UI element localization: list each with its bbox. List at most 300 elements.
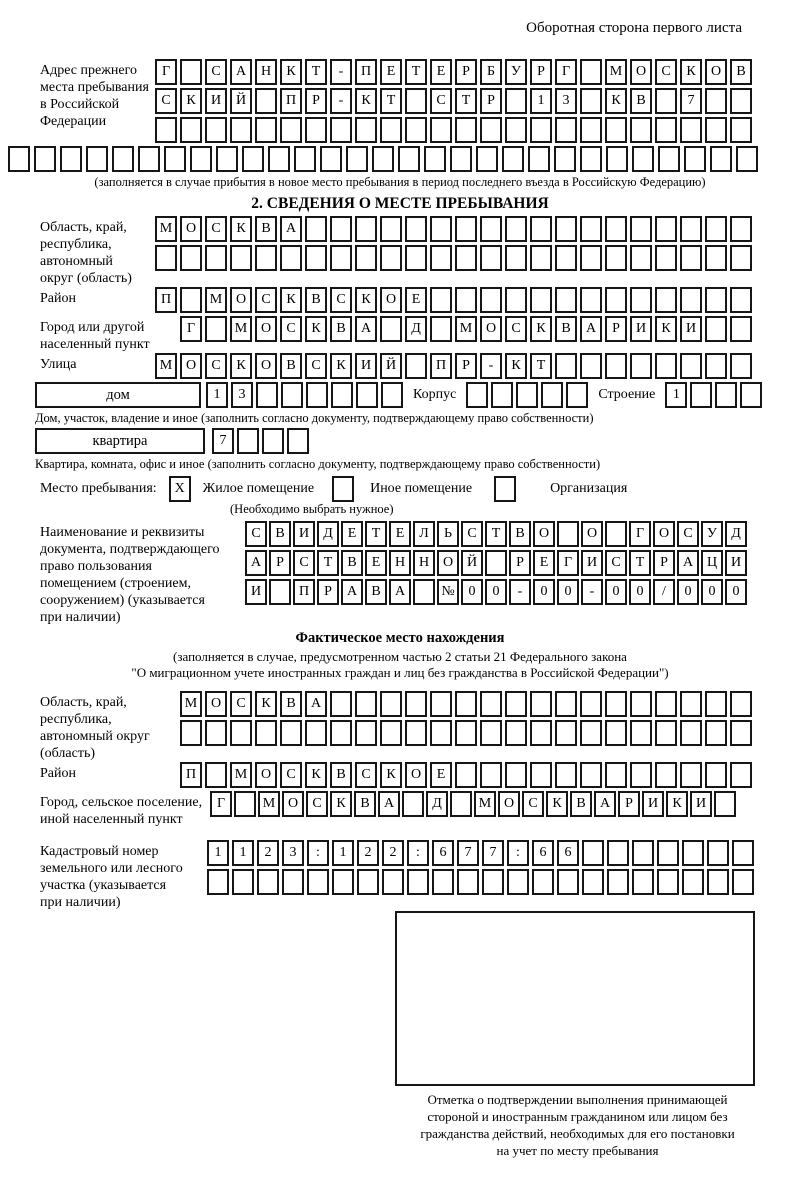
char-cell[interactable]: : xyxy=(307,840,329,866)
char-cell[interactable] xyxy=(380,691,402,717)
char-cell[interactable] xyxy=(355,216,377,242)
char-cell[interactable]: К xyxy=(355,287,377,313)
char-cell[interactable]: Г xyxy=(555,59,577,85)
char-cell[interactable]: В xyxy=(509,521,531,547)
char-cell[interactable] xyxy=(476,146,498,172)
char-cell[interactable] xyxy=(680,117,702,143)
house-number-row[interactable] xyxy=(206,382,403,408)
char-cell[interactable]: Ц xyxy=(701,550,723,576)
char-cell[interactable]: О xyxy=(205,691,227,717)
char-cell[interactable] xyxy=(505,245,527,271)
char-cell[interactable]: / xyxy=(653,579,675,605)
char-cell[interactable]: - xyxy=(330,59,352,85)
char-cell[interactable] xyxy=(730,245,752,271)
char-cell[interactable]: Р xyxy=(317,579,339,605)
char-cell[interactable]: С xyxy=(280,316,302,342)
char-cell[interactable] xyxy=(605,691,627,717)
char-cell[interactable] xyxy=(580,245,602,271)
char-cell[interactable] xyxy=(502,146,524,172)
char-cell[interactable] xyxy=(655,245,677,271)
char-cell[interactable] xyxy=(705,245,727,271)
char-cell[interactable] xyxy=(455,720,477,746)
char-cell[interactable] xyxy=(632,840,654,866)
char-cell[interactable]: 3 xyxy=(555,88,577,114)
cadastre-row-1[interactable] xyxy=(207,840,754,866)
char-cell[interactable] xyxy=(607,840,629,866)
char-cell[interactable] xyxy=(530,720,552,746)
char-cell[interactable] xyxy=(190,146,212,172)
char-cell[interactable] xyxy=(630,353,652,379)
char-cell[interactable] xyxy=(430,287,452,313)
char-cell[interactable] xyxy=(207,869,229,895)
char-cell[interactable] xyxy=(281,382,303,408)
char-cell[interactable] xyxy=(630,216,652,242)
char-cell[interactable] xyxy=(505,720,527,746)
char-cell[interactable] xyxy=(372,146,394,172)
char-cell[interactable]: О xyxy=(533,521,555,547)
char-cell[interactable] xyxy=(230,245,252,271)
char-cell[interactable]: О xyxy=(437,550,459,576)
char-cell[interactable]: В xyxy=(255,216,277,242)
char-cell[interactable] xyxy=(657,840,679,866)
char-cell[interactable]: В xyxy=(555,316,577,342)
char-cell[interactable] xyxy=(580,720,602,746)
char-cell[interactable]: П xyxy=(180,762,202,788)
char-cell[interactable] xyxy=(715,382,737,408)
char-cell[interactable] xyxy=(455,117,477,143)
char-cell[interactable]: О xyxy=(705,59,727,85)
char-cell[interactable] xyxy=(505,88,527,114)
char-cell[interactable] xyxy=(450,791,472,817)
char-cell[interactable] xyxy=(732,840,754,866)
char-cell[interactable] xyxy=(730,88,752,114)
char-cell[interactable]: О xyxy=(653,521,675,547)
char-cell[interactable] xyxy=(405,720,427,746)
char-cell[interactable] xyxy=(242,146,264,172)
char-cell[interactable] xyxy=(505,762,527,788)
char-cell[interactable]: К xyxy=(230,216,252,242)
char-cell[interactable]: Д xyxy=(405,316,427,342)
char-cell[interactable]: О xyxy=(630,59,652,85)
char-cell[interactable]: М xyxy=(155,216,177,242)
char-cell[interactable] xyxy=(657,869,679,895)
char-cell[interactable] xyxy=(205,720,227,746)
char-cell[interactable] xyxy=(355,245,377,271)
char-cell[interactable] xyxy=(164,146,186,172)
char-cell[interactable] xyxy=(380,245,402,271)
char-cell[interactable] xyxy=(566,382,588,408)
char-cell[interactable] xyxy=(405,117,427,143)
char-cell[interactable] xyxy=(402,791,424,817)
char-cell[interactable] xyxy=(555,216,577,242)
prev-address-row-2[interactable] xyxy=(155,88,752,114)
cadastre-row-2[interactable] xyxy=(207,869,754,895)
char-cell[interactable]: К xyxy=(655,316,677,342)
char-cell[interactable]: В xyxy=(280,353,302,379)
char-cell[interactable] xyxy=(632,869,654,895)
char-cell[interactable] xyxy=(480,117,502,143)
char-cell[interactable]: К xyxy=(230,353,252,379)
char-cell[interactable]: 0 xyxy=(605,579,627,605)
char-cell[interactable] xyxy=(605,117,627,143)
char-cell[interactable] xyxy=(280,720,302,746)
char-cell[interactable] xyxy=(730,316,752,342)
char-cell[interactable]: И xyxy=(630,316,652,342)
char-cell[interactable] xyxy=(730,691,752,717)
char-cell[interactable]: 0 xyxy=(533,579,555,605)
char-cell[interactable] xyxy=(680,245,702,271)
char-cell[interactable] xyxy=(705,762,727,788)
char-cell[interactable]: О xyxy=(255,762,277,788)
char-cell[interactable]: И xyxy=(680,316,702,342)
char-cell[interactable]: - xyxy=(581,579,603,605)
char-cell[interactable] xyxy=(269,579,291,605)
char-cell[interactable]: С xyxy=(461,521,483,547)
checkbox-organization[interactable] xyxy=(494,476,516,502)
char-cell[interactable] xyxy=(405,88,427,114)
char-cell[interactable] xyxy=(655,287,677,313)
char-cell[interactable]: А xyxy=(230,59,252,85)
char-cell[interactable] xyxy=(382,869,404,895)
char-cell[interactable] xyxy=(555,353,577,379)
char-cell[interactable]: Е xyxy=(341,521,363,547)
char-cell[interactable]: М xyxy=(605,59,627,85)
char-cell[interactable] xyxy=(507,869,529,895)
char-cell[interactable] xyxy=(280,245,302,271)
checkbox-other-premises[interactable] xyxy=(332,476,354,502)
char-cell[interactable]: С xyxy=(255,287,277,313)
char-cell[interactable]: Л xyxy=(413,521,435,547)
district-row[interactable] xyxy=(155,287,752,313)
char-cell[interactable] xyxy=(305,720,327,746)
char-cell[interactable] xyxy=(480,762,502,788)
char-cell[interactable] xyxy=(330,691,352,717)
char-cell[interactable]: Т xyxy=(485,521,507,547)
char-cell[interactable] xyxy=(424,146,446,172)
char-cell[interactable] xyxy=(630,287,652,313)
char-cell[interactable]: 0 xyxy=(677,579,699,605)
char-cell[interactable]: А xyxy=(245,550,267,576)
char-cell[interactable] xyxy=(532,869,554,895)
char-cell[interactable] xyxy=(230,117,252,143)
char-cell[interactable] xyxy=(413,579,435,605)
char-cell[interactable] xyxy=(730,720,752,746)
char-cell[interactable]: - xyxy=(509,579,531,605)
char-cell[interactable] xyxy=(255,88,277,114)
char-cell[interactable] xyxy=(655,720,677,746)
char-cell[interactable]: М xyxy=(180,691,202,717)
char-cell[interactable] xyxy=(730,353,752,379)
char-cell[interactable]: 2 xyxy=(257,840,279,866)
char-cell[interactable] xyxy=(740,382,762,408)
char-cell[interactable]: О xyxy=(405,762,427,788)
char-cell[interactable] xyxy=(430,316,452,342)
char-cell[interactable]: 1 xyxy=(530,88,552,114)
char-cell[interactable]: А xyxy=(378,791,400,817)
char-cell[interactable]: О xyxy=(180,353,202,379)
char-cell[interactable] xyxy=(580,216,602,242)
char-cell[interactable] xyxy=(530,245,552,271)
char-cell[interactable] xyxy=(505,117,527,143)
char-cell[interactable] xyxy=(605,353,627,379)
char-cell[interactable]: В xyxy=(354,791,376,817)
char-cell[interactable]: Е xyxy=(405,287,427,313)
char-cell[interactable] xyxy=(34,146,56,172)
char-cell[interactable] xyxy=(530,117,552,143)
char-cell[interactable] xyxy=(730,117,752,143)
char-cell[interactable] xyxy=(554,146,576,172)
char-cell[interactable]: 1 xyxy=(207,840,229,866)
char-cell[interactable] xyxy=(480,720,502,746)
char-cell[interactable]: И xyxy=(245,579,267,605)
char-cell[interactable] xyxy=(355,691,377,717)
char-cell[interactable] xyxy=(237,428,259,454)
char-cell[interactable] xyxy=(680,720,702,746)
char-cell[interactable] xyxy=(555,762,577,788)
char-cell[interactable] xyxy=(680,216,702,242)
char-cell[interactable]: К xyxy=(546,791,568,817)
char-cell[interactable]: О xyxy=(498,791,520,817)
char-cell[interactable]: № xyxy=(437,579,459,605)
char-cell[interactable]: 0 xyxy=(725,579,747,605)
char-cell[interactable] xyxy=(155,117,177,143)
char-cell[interactable] xyxy=(268,146,290,172)
char-cell[interactable] xyxy=(705,691,727,717)
char-cell[interactable] xyxy=(580,88,602,114)
char-cell[interactable] xyxy=(330,117,352,143)
char-cell[interactable]: И xyxy=(725,550,747,576)
char-cell[interactable]: К xyxy=(255,691,277,717)
char-cell[interactable]: У xyxy=(701,521,723,547)
char-cell[interactable]: 0 xyxy=(701,579,723,605)
char-cell[interactable]: У xyxy=(505,59,527,85)
char-cell[interactable] xyxy=(582,840,604,866)
char-cell[interactable] xyxy=(331,382,353,408)
char-cell[interactable] xyxy=(332,869,354,895)
char-cell[interactable]: К xyxy=(180,88,202,114)
char-cell[interactable]: Д xyxy=(725,521,747,547)
char-cell[interactable] xyxy=(180,117,202,143)
char-cell[interactable] xyxy=(655,353,677,379)
char-cell[interactable] xyxy=(705,353,727,379)
char-cell[interactable] xyxy=(430,691,452,717)
char-cell[interactable]: О xyxy=(282,791,304,817)
char-cell[interactable]: В xyxy=(341,550,363,576)
char-cell[interactable] xyxy=(705,117,727,143)
char-cell[interactable]: Г xyxy=(210,791,232,817)
char-cell[interactable] xyxy=(680,691,702,717)
char-cell[interactable]: : xyxy=(407,840,429,866)
region-row-2[interactable] xyxy=(155,245,752,271)
house-type-box[interactable] xyxy=(35,382,201,408)
char-cell[interactable]: С xyxy=(505,316,527,342)
char-cell[interactable]: М xyxy=(230,762,252,788)
char-cell[interactable] xyxy=(305,117,327,143)
char-cell[interactable]: С xyxy=(655,59,677,85)
char-cell[interactable]: О xyxy=(480,316,502,342)
char-cell[interactable] xyxy=(606,146,628,172)
char-cell[interactable]: С xyxy=(230,691,252,717)
char-cell[interactable]: Р xyxy=(605,316,627,342)
char-cell[interactable] xyxy=(482,869,504,895)
char-cell[interactable] xyxy=(230,720,252,746)
char-cell[interactable] xyxy=(682,869,704,895)
char-cell[interactable] xyxy=(655,216,677,242)
char-cell[interactable] xyxy=(557,521,579,547)
char-cell[interactable]: Д xyxy=(317,521,339,547)
char-cell[interactable]: К xyxy=(380,762,402,788)
char-cell[interactable]: С xyxy=(430,88,452,114)
char-cell[interactable] xyxy=(294,146,316,172)
char-cell[interactable] xyxy=(466,382,488,408)
char-cell[interactable]: Р xyxy=(618,791,640,817)
char-cell[interactable] xyxy=(180,59,202,85)
char-cell[interactable] xyxy=(632,146,654,172)
korpus-row[interactable] xyxy=(466,382,588,408)
char-cell[interactable] xyxy=(346,146,368,172)
char-cell[interactable]: В xyxy=(330,316,352,342)
char-cell[interactable]: Г xyxy=(155,59,177,85)
char-cell[interactable]: О xyxy=(255,353,277,379)
char-cell[interactable]: П xyxy=(355,59,377,85)
char-cell[interactable] xyxy=(255,245,277,271)
char-cell[interactable] xyxy=(680,353,702,379)
char-cell[interactable] xyxy=(605,216,627,242)
char-cell[interactable]: Е xyxy=(380,59,402,85)
char-cell[interactable] xyxy=(455,287,477,313)
char-cell[interactable]: Т xyxy=(455,88,477,114)
char-cell[interactable]: Г xyxy=(180,316,202,342)
char-cell[interactable] xyxy=(480,245,502,271)
char-cell[interactable] xyxy=(432,869,454,895)
char-cell[interactable]: 1 xyxy=(332,840,354,866)
char-cell[interactable] xyxy=(405,691,427,717)
char-cell[interactable]: Е xyxy=(430,59,452,85)
char-cell[interactable] xyxy=(256,382,278,408)
char-cell[interactable]: К xyxy=(305,762,327,788)
char-cell[interactable]: 7 xyxy=(212,428,234,454)
char-cell[interactable]: Р xyxy=(530,59,552,85)
char-cell[interactable]: Й xyxy=(230,88,252,114)
char-cell[interactable] xyxy=(705,316,727,342)
char-cell[interactable]: К xyxy=(666,791,688,817)
char-cell[interactable]: В xyxy=(305,287,327,313)
char-cell[interactable]: 0 xyxy=(461,579,483,605)
char-cell[interactable] xyxy=(555,245,577,271)
char-cell[interactable]: 2 xyxy=(382,840,404,866)
char-cell[interactable] xyxy=(282,869,304,895)
char-cell[interactable] xyxy=(320,146,342,172)
char-cell[interactable]: И xyxy=(581,550,603,576)
char-cell[interactable]: К xyxy=(280,287,302,313)
char-cell[interactable] xyxy=(605,245,627,271)
char-cell[interactable] xyxy=(730,762,752,788)
prev-address-row-4[interactable] xyxy=(0,146,800,172)
char-cell[interactable]: О xyxy=(230,287,252,313)
char-cell[interactable] xyxy=(205,117,227,143)
char-cell[interactable] xyxy=(730,216,752,242)
char-cell[interactable] xyxy=(630,245,652,271)
char-cell[interactable] xyxy=(655,762,677,788)
char-cell[interactable]: М xyxy=(230,316,252,342)
checkbox-residential[interactable]: X xyxy=(169,476,191,502)
char-cell[interactable]: П xyxy=(293,579,315,605)
char-cell[interactable]: А xyxy=(580,316,602,342)
char-cell[interactable] xyxy=(405,245,427,271)
char-cell[interactable] xyxy=(630,117,652,143)
char-cell[interactable] xyxy=(530,762,552,788)
char-cell[interactable]: Р xyxy=(653,550,675,576)
stroenie-row[interactable] xyxy=(665,382,762,408)
char-cell[interactable] xyxy=(205,316,227,342)
char-cell[interactable] xyxy=(255,117,277,143)
char-cell[interactable] xyxy=(707,840,729,866)
char-cell[interactable] xyxy=(580,287,602,313)
char-cell[interactable]: В xyxy=(330,762,352,788)
char-cell[interactable]: С xyxy=(330,287,352,313)
char-cell[interactable]: М xyxy=(455,316,477,342)
char-cell[interactable] xyxy=(658,146,680,172)
char-cell[interactable] xyxy=(381,382,403,408)
char-cell[interactable] xyxy=(155,245,177,271)
char-cell[interactable] xyxy=(605,521,627,547)
char-cell[interactable]: П xyxy=(280,88,302,114)
char-cell[interactable]: 0 xyxy=(557,579,579,605)
char-cell[interactable]: И xyxy=(690,791,712,817)
char-cell[interactable]: М xyxy=(474,791,496,817)
char-cell[interactable] xyxy=(580,762,602,788)
char-cell[interactable]: 7 xyxy=(457,840,479,866)
street-row[interactable] xyxy=(155,353,752,379)
char-cell[interactable] xyxy=(736,146,758,172)
char-cell[interactable] xyxy=(262,428,284,454)
char-cell[interactable]: - xyxy=(480,353,502,379)
char-cell[interactable] xyxy=(180,287,202,313)
char-cell[interactable]: С xyxy=(677,521,699,547)
char-cell[interactable]: К xyxy=(505,353,527,379)
char-cell[interactable]: Й xyxy=(380,353,402,379)
char-cell[interactable] xyxy=(205,762,227,788)
char-cell[interactable] xyxy=(450,146,472,172)
char-cell[interactable]: К xyxy=(355,88,377,114)
char-cell[interactable] xyxy=(455,245,477,271)
char-cell[interactable]: М xyxy=(155,353,177,379)
char-cell[interactable]: Й xyxy=(461,550,483,576)
char-cell[interactable] xyxy=(430,216,452,242)
char-cell[interactable] xyxy=(216,146,238,172)
char-cell[interactable] xyxy=(380,216,402,242)
char-cell[interactable]: С xyxy=(605,550,627,576)
char-cell[interactable]: Б xyxy=(480,59,502,85)
char-cell[interactable] xyxy=(605,762,627,788)
char-cell[interactable] xyxy=(557,869,579,895)
char-cell[interactable]: И xyxy=(293,521,315,547)
char-cell[interactable]: Т xyxy=(317,550,339,576)
apartment-type-box[interactable] xyxy=(35,428,205,454)
char-cell[interactable] xyxy=(684,146,706,172)
char-cell[interactable] xyxy=(528,146,550,172)
char-cell[interactable]: М xyxy=(258,791,280,817)
char-cell[interactable] xyxy=(630,762,652,788)
char-cell[interactable] xyxy=(255,720,277,746)
char-cell[interactable]: С xyxy=(205,216,227,242)
char-cell[interactable] xyxy=(8,146,30,172)
char-cell[interactable] xyxy=(430,720,452,746)
char-cell[interactable] xyxy=(112,146,134,172)
char-cell[interactable] xyxy=(455,762,477,788)
char-cell[interactable]: А xyxy=(341,579,363,605)
char-cell[interactable]: Р xyxy=(509,550,531,576)
